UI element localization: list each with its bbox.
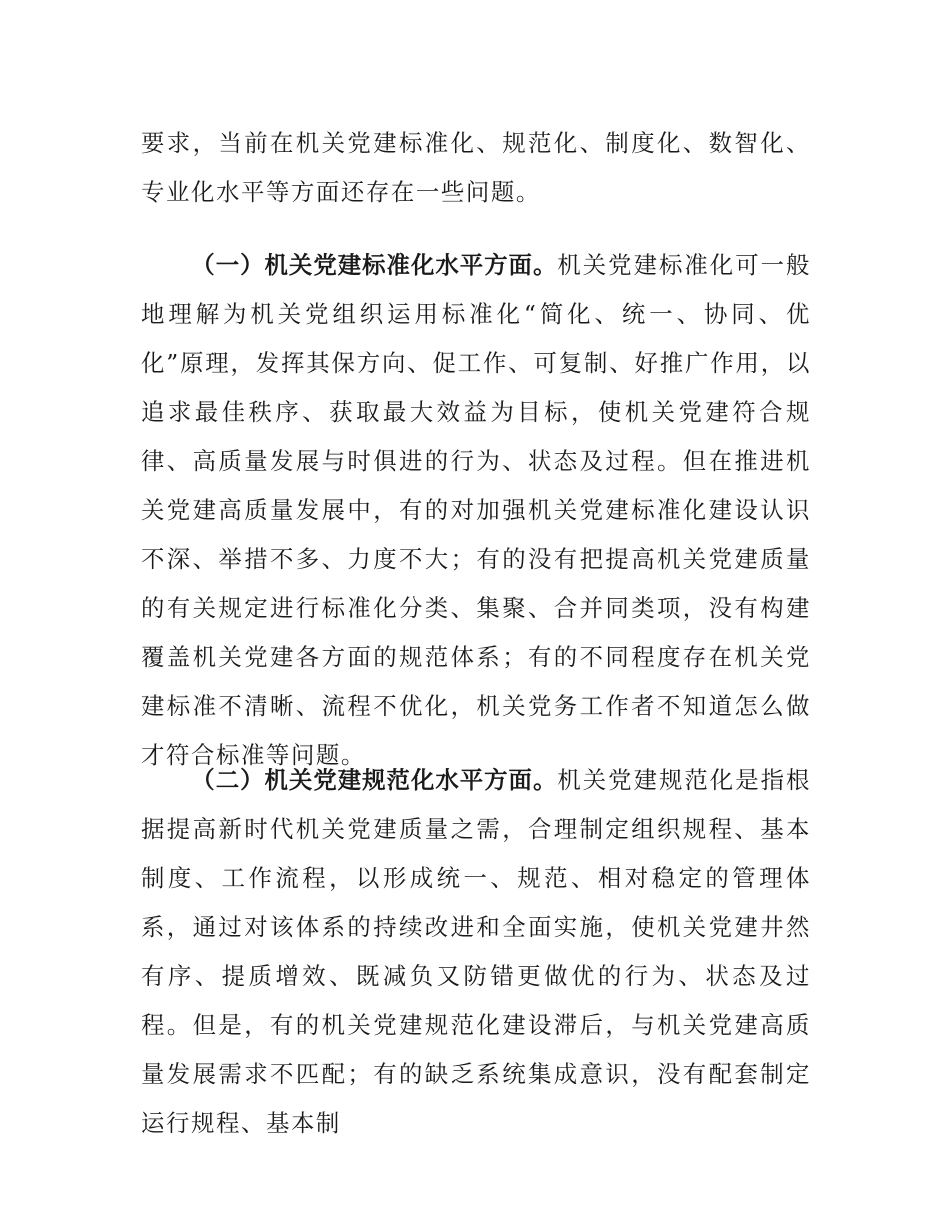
- paragraph-text: 要求，当前在机关党建标准化、规范化、制度化、数智化、专业化水平等方面还存在一些问题。: [141, 129, 811, 206]
- paragraph-text: 机关党建规范化是指根据提高新时代机关党建质量之需，合理制定组织规程、基本制度、工作流程，以形成统一、规范、相对稳定的管理体系，通过对该体系的持续改进和全面实施，使机关党建井然有序、提质增效、既减负又防错更做优的行为、状态及过程。但是，有的机关党建规范化建设滞后，与机关党建高质量发展需求不匹配；有的缺乏系统集成意识，没有配套制定运行规程、基本制: [141, 766, 812, 1137]
- paragraph-standardization: [141, 241, 811, 780]
- section-heading-standardization: （一）机关党建标准化水平方面。: [191, 251, 558, 279]
- paragraph-intro: [141, 119, 811, 217]
- paragraph-text: 机关党建标准化可一般地理解为机关党组织运用标准化“简化、统一、协同、优化”原理，发挥其保方向、促工作、可复制、好推广作用，以追求最佳秩序、获取最大效益为目标，使机关党建符合规律、高质量发展与时俱进的行为、状态及过程。但在推进机关党建高质量发展中，有的对加强机关党建标准化建设认识不深、举措不多、力度不大；有的没有把提高机关党建质量的有关规定进行标准化分类、集聚、合并同类项，没有构建覆盖机关党建各方面的规范体系；有的不同程度存在机关党建标准不清晰、流程不优化，机关党务工作者不知道怎么做才符合标准等问题。: [141, 251, 812, 769]
- paragraph-normalization: [141, 756, 811, 1148]
- section-heading-normalization: （二）机关党建规范化水平方面。: [191, 766, 558, 794]
